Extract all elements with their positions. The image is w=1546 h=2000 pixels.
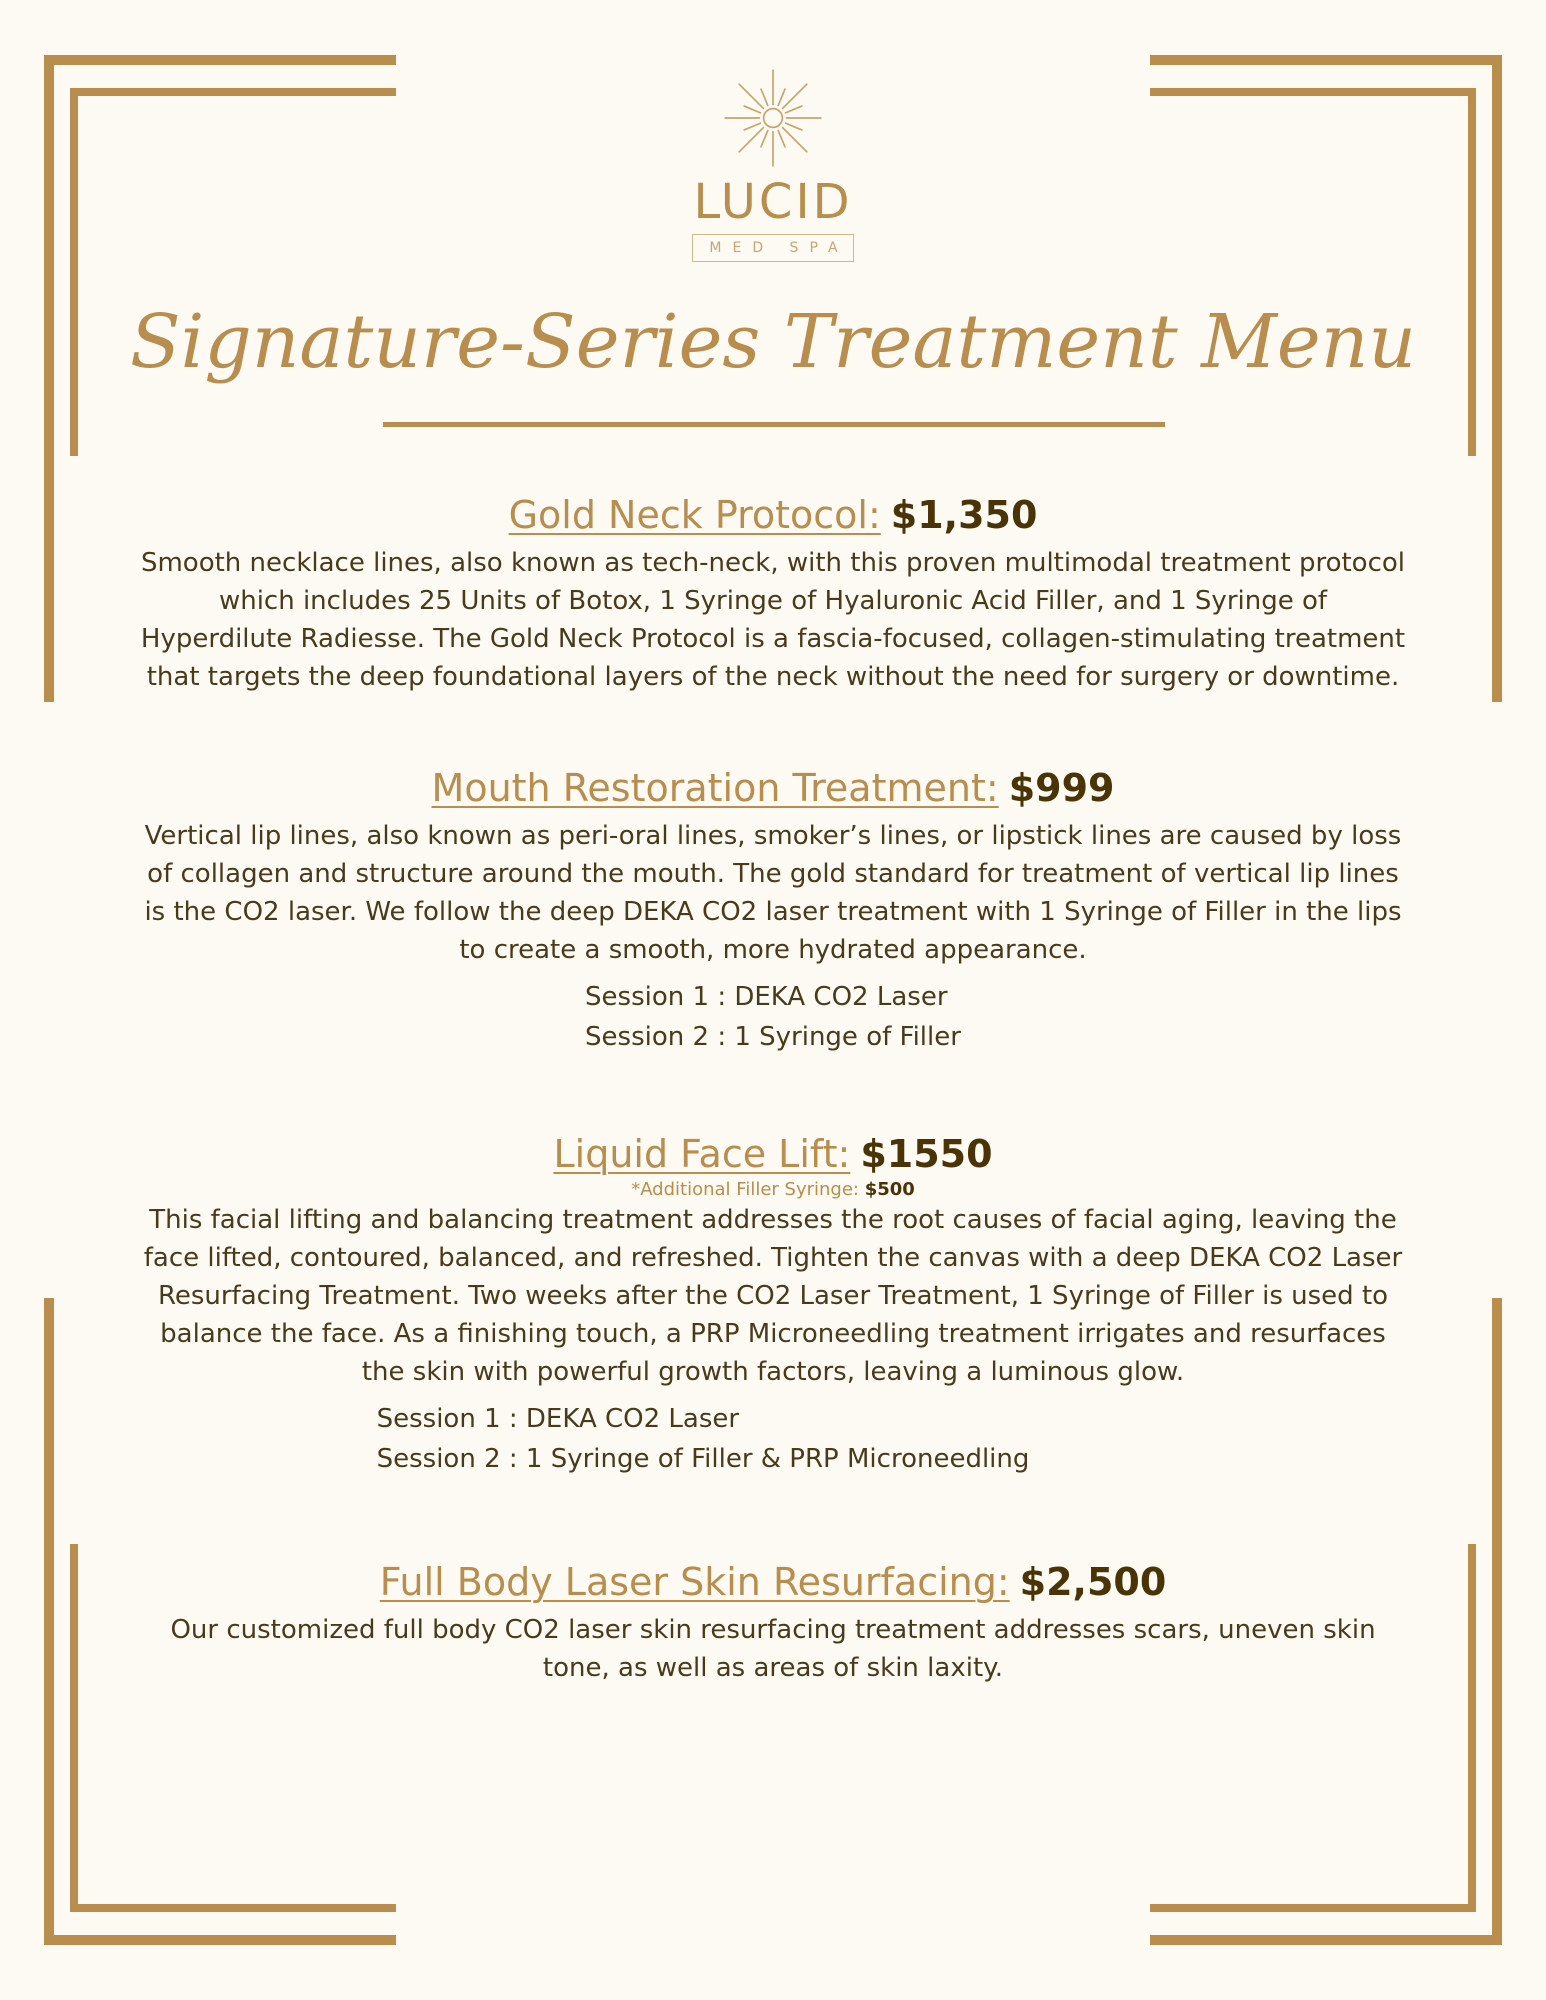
session-list [377, 1399, 1030, 1479]
page-title: Signature-Series Treatment Menu [129, 299, 1417, 385]
treatment-heading [140, 490, 1406, 540]
treatment-liquid-face-lift [140, 1129, 1406, 1479]
treatment-name: Liquid Face Lift: [553, 1132, 851, 1176]
additional-filler-label: *Additional Filler Syringe: [631, 1179, 859, 1200]
treatment-description: Vertical lip lines, also known as peri-oral lines, smoker’s lines, or lipstick lines are caused by loss of collagen and structure around the mouth. The gold standard for treatment of vertical lip lines is the CO2 laser. We follow the deep DEKA CO2 laser treatment with 1 Syringe of Filler in the lips to create a smooth, more hydrated appearance. [144, 821, 1402, 965]
frame-bottom-left-outer-horizontal [44, 1935, 396, 1945]
treatment-gold-neck-protocol [140, 490, 1406, 696]
treatment-price: $999 [1008, 766, 1115, 810]
session-item: Session 1 : DEKA CO2 Laser [376, 1404, 740, 1434]
treatment-full-body-laser [140, 1557, 1406, 1687]
frame-top-right-outer-horizontal [1150, 55, 1502, 65]
additional-filler-price: $500 [864, 1179, 915, 1200]
additional-filler-note [140, 1179, 1406, 1201]
frame-bottom-right-outer-horizontal [1150, 1935, 1502, 1945]
brand-name: LUCID [693, 174, 853, 230]
frame-bottom-left-inner-horizontal [70, 1904, 396, 1912]
frame-bottom-right-inner-vertical [1468, 1544, 1476, 1912]
treatment-heading [140, 1557, 1406, 1607]
brand-subtitle: MED SPA [692, 234, 853, 262]
treatment-description: Smooth necklace lines, also known as tech-neck, with this proven multimodal treatment protocol which includes 25 Units of Botox, 1 Syringe of Hyaluronic Acid Filler, and 1 Syringe of Hyperdilute Radiesse. The Gold Neck Protocol is a fascia-focused, collagen-stimulating treatment that targets the deep foundational layers of the neck without the need for surgery or downtime. [140, 548, 1406, 692]
sunburst-icon [721, 66, 825, 170]
treatment-heading [140, 1129, 1406, 1179]
treatment-mouth-restoration [140, 763, 1406, 1057]
treatment-name: Gold Neck Protocol: [508, 493, 881, 537]
frame-bottom-right-outer-vertical [1492, 1298, 1502, 1945]
session-item: Session 2 : 1 Syringe of Filler [585, 1022, 961, 1052]
treatment-price: $2,500 [1019, 1560, 1167, 1604]
treatment-price: $1,350 [890, 493, 1038, 537]
treatment-name: Mouth Restoration Treatment: [431, 766, 999, 810]
treatment-heading [140, 763, 1406, 813]
title-underline [383, 422, 1165, 427]
frame-bottom-left-outer-vertical [44, 1298, 54, 1945]
session-item: Session 1 : DEKA CO2 Laser [585, 982, 948, 1012]
brand-logo [0, 66, 1546, 262]
frame-bottom-left-inner-vertical [70, 1544, 78, 1912]
frame-top-left-outer-horizontal [44, 55, 396, 65]
treatment-description: Our customized full body CO2 laser skin resurfacing treatment addresses scars, uneven skin tone, as well as areas of skin laxity. [170, 1615, 1376, 1683]
frame-bottom-right-inner-horizontal [1150, 1904, 1476, 1912]
treatment-name: Full Body Laser Skin Resurfacing: [379, 1560, 1010, 1604]
treatment-description: This facial lifting and balancing treatment addresses the root causes of facial aging, leaving the face lifted, contoured, balanced, and refreshed. Tighten the canvas with a deep DEKA CO2 Laser Resurfacing Treatment. Two weeks after the CO2 Laser Treatment, 1 Syringe of Filler is used to balance the face. As a finishing touch, a PRP Microneedling treatment irrigates and resurfaces the skin with powerful growth factors, leaving a luminous glow. [143, 1205, 1403, 1387]
treatment-price: $1550 [860, 1132, 993, 1176]
session-list [585, 977, 961, 1057]
session-item: Session 2 : 1 Syringe of Filler & PRP Microneedling [376, 1444, 1030, 1474]
